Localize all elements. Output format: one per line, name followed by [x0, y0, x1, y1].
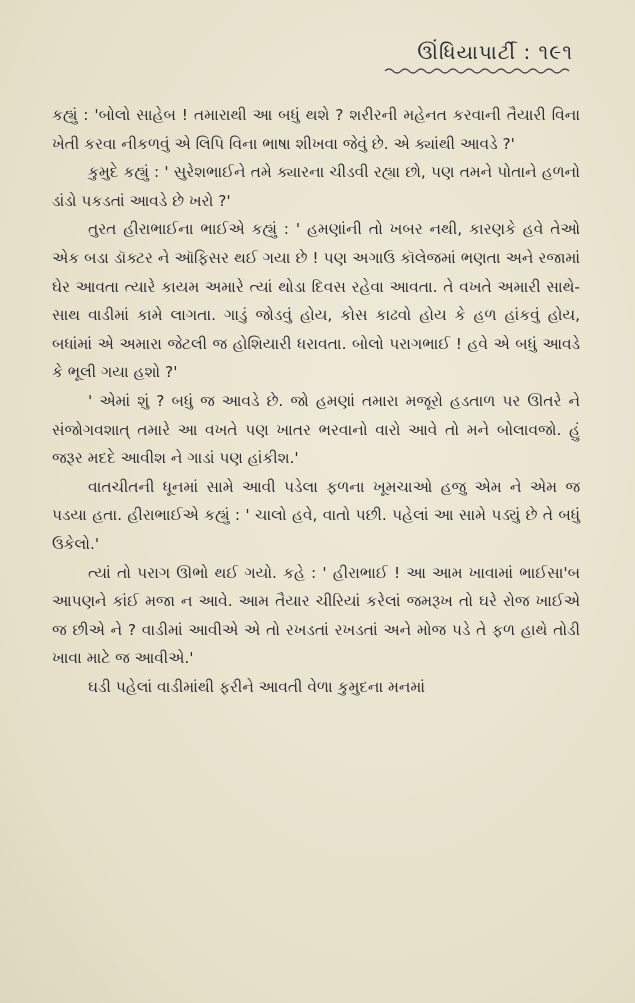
paragraph-4: ' એમાં શું ? બધું જ આવડે છે. જો હમણાં તમારા મજૂરો હડતાળ પર ઊતરે ને સંજોગવશાત્ તમારે આ વખતે પણ ખાતર ભરવાનો વારો આવે તો મને બોલાવજો. હું જરૂર મદદે આવીશ ને ગાડાં પણ હાંકીશ.': [52, 391, 580, 468]
paragraph-6: ત્યાં તો પરાગ ઊભો થઈ ગયો. કહે : ' હીરાભાઈ ! આ આમ ખાવામાં ભાઈસા'બ આપણને કાંઈ મજા ન આવે. આમ તૈયાર ચીરિયાં કરેલાં જમરૂખ તો ઘરે રોજ ખાઈએ જ છીએ ને ? વાડીમાં આવીએ એ તો રખડતાં રખડતાં અને મોજ પડે તે ફળ હાથે તોડી ખાવા માટે જ આવીએ.': [52, 563, 580, 668]
wavy-underline-ornament: [383, 66, 573, 76]
paragraph-2: કુમુદે કહ્યું : ' સુરેશભાઈને તમે ક્યારના ચીડવી રહ્યા છો, પણ તમને પોતાને હળનો ડાંડો પકડતાં આવડે છે ખરો ?': [52, 163, 580, 210]
chapter-title-page-number: ઊંધિયાપાર્ટી : ૧૯૧: [417, 40, 573, 64]
running-head: [383, 40, 573, 76]
paragraph-3: તુરત હીરાભાઈના ભાઈએ કહ્યું : ' હમણાંની તો ખબર નથી, કારણકે હવે તેઓ એક બડા ડૉક્ટર ને ઑફિસર થઈ ગયા છે ! પણ અગાઉ કૉલેજમાં ભણતા અને રજામાં ઘેર આવતા ત્યારે કાયમ અમારે ત્યાં થોડા દિવસ રહેવા આવતા. તે વખતે અમારી સાથે-સાથ વાડીમાં કામે લાગતા. ગાડું જોડવું હોય, કોસ કાઢવો હોય કે હળ હાંકવું હોય, બધાંમાં એ અમારા જેટલી જ હોશિયારી ધરાવતા. બોલો પરાગભાઈ ! હવે એ બધું આવડે કે ભૂલી ગયા હશો ?': [52, 220, 580, 382]
paragraph-5: વાતચીતની ધૂનમાં સામે આવી પડેલા ફળના ખૂમચાઓ હજુ એમ ને એમ જ પડયા હતા. હીરાભાઈએ કહ્યું : ' ચાલો હવે, વાતો પછી. પહેલાં આ સામે પડ્યું છે તે બધું ઉકેલો.': [52, 477, 580, 553]
paragraph-1: કહ્યું : 'બોલો સાહેબ ! તમારાથી આ બધું થશે ? શરીરની મહેનત કરવાની તૈયારી વિના ખેતી કરવા નીકળવું એ લિપિ વિના ભાષા શીખવા જેવું છે. એ ક્યાંથી આવડે ?': [52, 106, 580, 153]
paragraph-7: ઘડી પહેલાં વાડીમાંથી ફરીને આવતી વેળા કુમુદના મનમાં: [88, 677, 426, 696]
page-body-text: [52, 101, 580, 701]
